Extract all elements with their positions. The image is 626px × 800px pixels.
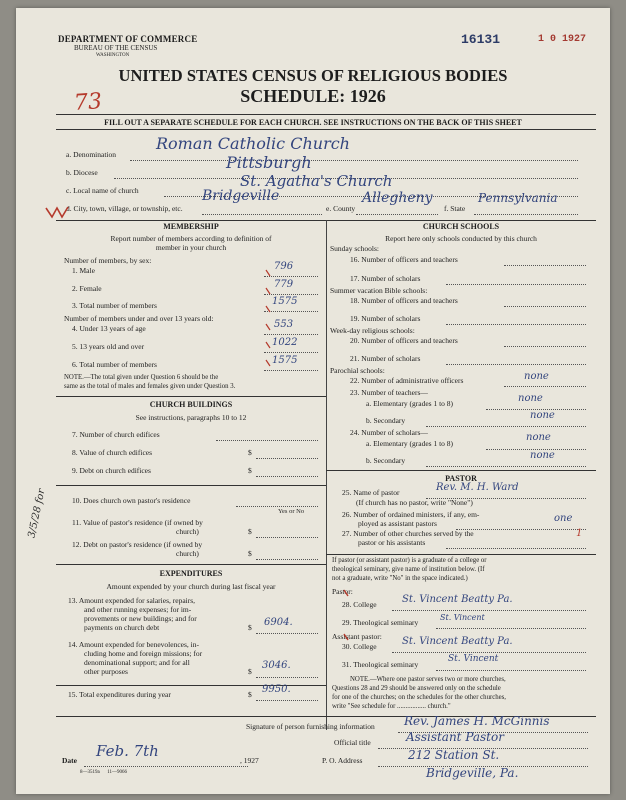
rule (56, 485, 326, 486)
city-label: WASHINGTON (96, 53, 130, 58)
dollar-sign: $ (248, 466, 252, 475)
q31-label: 31. Theological seminary (342, 660, 419, 669)
pastor-note-1: NOTE.—Where one pastor serves two or more churches, (350, 676, 506, 683)
q2-value: 779 (274, 279, 294, 290)
q15-value: 9950. (262, 684, 291, 695)
bureau-label: BUREAU OF THE CENSUS (74, 44, 158, 52)
parochial-label: Parochial schools: (330, 366, 385, 375)
sunday-label: Sunday schools: (330, 244, 379, 253)
rule (326, 470, 596, 471)
q1-value: 796 (274, 261, 294, 272)
buildings-intro: See instructions, paragraphs 10 to 12 (135, 413, 247, 422)
form-schedule: SCHEDULE: 1926 (240, 86, 386, 106)
rule (56, 129, 596, 130)
dotted-line (446, 548, 586, 549)
q9-label: 9. Debt on church edifices (72, 466, 151, 475)
q5-label: 5. 13 years old and over (72, 342, 145, 351)
q14-value: 3046. (262, 660, 291, 671)
dotted-line (392, 652, 586, 653)
denomination-value: Roman Catholic Church (156, 134, 350, 153)
form-number (80, 770, 127, 775)
form-title: UNITED STATES CENSUS OF RELIGIOUS BODIES (118, 66, 508, 85)
q2-label: 2. Female (72, 284, 102, 293)
state-label: f. State (444, 204, 466, 213)
graduate-note-1: If pastor (or assistant pastor) is a graduate of a college or (332, 557, 487, 564)
dollar-sign: $ (248, 549, 252, 558)
q24a-value: none (526, 432, 551, 443)
q13-label-1: 13. Amount expended for salaries, repairs, (68, 596, 196, 605)
red-check-marks-icon (342, 584, 356, 644)
q29-label: 29. Theological seminary (342, 618, 419, 627)
denomination-label: a. Denomination (66, 150, 116, 159)
department-label: DEPARTMENT OF COMMERCE (58, 34, 198, 44)
q12-label-2: church) (176, 549, 199, 558)
schools-intro: Report here only schools conducted by this church (385, 234, 537, 243)
q22-label: 22. Number of administrative officers (350, 376, 464, 385)
diocese-value: Pittsburgh (226, 153, 312, 172)
pastor-sublabel: Pastor: (332, 587, 353, 596)
q10-label: 10. Does church own pastor's residence (72, 496, 191, 505)
county-label: e. County (326, 204, 356, 213)
pastor-note-3: for one of the churches; on the schedules for the other churches, (332, 694, 507, 701)
margin-pencil-note: 3/5/28 for (26, 487, 48, 540)
dotted-line (504, 386, 586, 387)
dotted-line (236, 506, 318, 507)
local-name-value: St. Agatha's Church (240, 172, 393, 190)
dotted-line (474, 214, 578, 215)
membership-heading: MEMBERSHIP (163, 222, 219, 231)
graduate-note-3: not a graduate, write "No" in the space indicated.) (332, 575, 468, 582)
dotted-line (446, 364, 586, 365)
q25-label: 25. Name of pastor (342, 488, 400, 497)
q26-label-2: ployed as assistant pastors (358, 519, 437, 528)
dotted-line (504, 346, 586, 347)
q27-value: 1 (576, 528, 583, 539)
dollar-sign: $ (248, 448, 252, 457)
official-title-value: Assistant Pastor (406, 730, 504, 744)
dollar-sign: $ (248, 623, 252, 632)
rule (56, 396, 326, 397)
rule (326, 554, 596, 555)
q26-value: one (554, 513, 573, 524)
dotted-line (256, 476, 318, 477)
expenditures-heading: EXPENDITURES (159, 569, 223, 578)
signature-label: Signature of person furnishing information (246, 722, 375, 731)
buildings-heading: CHURCH BUILDINGS (149, 400, 233, 409)
form-number-2: 11—9066 (107, 770, 128, 775)
q4-label: 4. Under 13 years of age (72, 324, 146, 333)
age-intro-label: Number of members under and over 13 years old: (64, 314, 214, 323)
graduate-note-2: theological seminary, give name of institution below. (If (332, 566, 485, 573)
dollar-sign: $ (248, 690, 252, 699)
q14-label-2: cluding home and foreign missions; for (84, 649, 203, 658)
po-address-line-1: 212 Station St. (408, 748, 500, 762)
q13-label-2: and other running expenses; for im- (84, 605, 192, 614)
q23b-value: none (530, 410, 555, 421)
dotted-line (426, 426, 586, 427)
handwritten-number: 73 (73, 89, 103, 116)
q23a-value: none (518, 393, 543, 404)
pastor-note-4: write "See schedule for ................. church." (332, 703, 451, 710)
diocese-label: b. Diocese (66, 168, 98, 177)
q12-label-1: 12. Debt on pastor's residence (if owned by (72, 540, 203, 549)
dotted-line (436, 628, 586, 629)
q3-value: 1575 (272, 296, 298, 307)
dotted-line (356, 214, 438, 215)
state-value: Pennsylvania (478, 191, 558, 205)
dotted-line (130, 160, 578, 161)
dotted-line (256, 700, 318, 701)
q24-label: 24. Number of scholars— (350, 428, 428, 437)
dotted-line (446, 324, 586, 325)
q30-value: St. Vincent Beatty Pa. (402, 636, 513, 647)
schools-heading: CHURCH SCHOOLS (422, 222, 500, 231)
pastor-heading: PASTOR (445, 474, 477, 483)
q24b-label: b. Secondary (366, 456, 406, 465)
summer-label: Summer vacation Bible schools: (330, 286, 428, 295)
q21-label: 21. Number of scholars (350, 354, 421, 363)
q7-label: 7. Number of church edifices (72, 430, 160, 439)
official-title-label: Official title (334, 738, 371, 747)
dotted-line (264, 370, 318, 371)
dotted-line (256, 677, 318, 678)
q11-label-2: church) (176, 527, 199, 536)
expenditures-intro: Amount expended by your church during last fiscal year (106, 582, 276, 591)
received-stamp-number: 16131 (461, 32, 501, 47)
q22-value: none (524, 371, 549, 382)
q24a-label: a. Elementary (grades 1 to 8) (366, 439, 454, 448)
q25-value: Rev. M. H. Ward (436, 482, 519, 493)
q15-label: 15. Total expenditures during year (68, 690, 171, 699)
q5-value: 1022 (272, 337, 298, 348)
census-schedule-page (16, 8, 610, 794)
q6-label: 6. Total number of members (72, 360, 157, 369)
rule (56, 564, 326, 565)
city-label-field: d. City, town, village, or township, etc. (66, 204, 183, 213)
city-value: Bridgeville (202, 188, 280, 204)
q27-label-2: pastor or his assistants (358, 538, 426, 547)
q3-label: 3. Total number of members (72, 301, 157, 310)
by-sex-label: Number of members, by sex: (64, 256, 152, 265)
q28-value: St. Vincent Beatty Pa. (402, 594, 513, 605)
dotted-line (446, 284, 586, 285)
q20-label: 20. Number of officers and teachers (350, 336, 458, 345)
instruction-line: FILL OUT A SEPARATE SCHEDULE FOR EACH CHURCH. SEE INSTRUCTIONS ON THE BACK OF THIS SHEET (104, 118, 522, 127)
county-value: Allegheny (362, 190, 433, 206)
q6-value: 1575 (272, 355, 298, 366)
dotted-line (84, 766, 248, 767)
pastor-note-2: Questions 28 and 29 should be answered only on the schedule (332, 685, 501, 692)
q8-label: 8. Value of church edifices (72, 448, 153, 457)
dotted-line (426, 466, 586, 467)
red-tick-marks-icon (264, 268, 274, 368)
dotted-line (456, 529, 586, 530)
q23b-label: b. Secondary (366, 416, 406, 425)
date-year: , 1927 (240, 756, 259, 765)
q30-label: 30. College (342, 642, 377, 651)
q24b-value: none (530, 450, 555, 461)
po-address-line-2: Bridgeville, Pa. (426, 766, 519, 780)
q23-label: 23. Number of teachers— (350, 388, 428, 397)
dotted-line (202, 214, 322, 215)
q28-label: 28. College (342, 600, 377, 609)
red-check-mark-icon (44, 204, 74, 220)
dotted-line (256, 633, 318, 634)
dollar-sign: $ (248, 527, 252, 536)
q13-label-3: provements or new buildings; and for (84, 614, 197, 623)
dotted-line (504, 265, 586, 266)
form-number-1: 8—3519a (80, 770, 100, 775)
q13-label-4: payments on church debt (84, 623, 160, 632)
q14-label-4: other purposes (84, 667, 128, 676)
dotted-line (436, 670, 586, 671)
membership-note-1: NOTE.—The total given under Question 6 should be the (64, 374, 219, 381)
q14-label-3: denominational support; and for all (84, 658, 190, 667)
membership-note-2: same as the total of males and females given under Question 3. (64, 383, 236, 390)
membership-intro-1: Report number of members according to definition of (110, 234, 272, 243)
weekday-label: Week-day religious schools: (330, 326, 415, 335)
q16-label: 16. Number of officers and teachers (350, 255, 458, 264)
q18-label: 18. Number of officers and teachers (350, 296, 458, 305)
q17-label: 17. Number of scholars (350, 274, 421, 283)
q1-label: 1. Male (72, 266, 95, 275)
q23a-label: a. Elementary (grades 1 to 8) (366, 399, 454, 408)
date-value: Feb. 7th (96, 742, 159, 760)
po-address-label: P. O. Address (322, 756, 363, 765)
q26-label-1: 26. Number of ordained ministers, if any, em- (342, 510, 480, 519)
dotted-line (256, 458, 318, 459)
q11-label-1: 11. Value of pastor's residence (if owned by (72, 518, 203, 527)
dotted-line (256, 537, 318, 538)
q27-label-1: 27. Number of other churches served by the (342, 529, 474, 538)
signature-value: Rev. James H. McGinnis (404, 714, 550, 728)
yes-no-hint: Yes or No (278, 508, 305, 515)
q14-label-1: 14. Amount expended for benevolences, in- (68, 640, 200, 649)
dotted-line (256, 559, 318, 560)
assistant-sublabel: Assistant pastor: (332, 632, 382, 641)
local-name-label: c. Local name of church (66, 186, 139, 195)
rule (56, 114, 596, 115)
q4-value: 553 (274, 319, 294, 330)
q31-value: St. Vincent (448, 654, 499, 664)
q25-note: (If church has no pastor, write "None") (356, 498, 473, 507)
q13-value: 6904. (264, 617, 293, 628)
q19-label: 19. Number of scholars (350, 314, 421, 323)
date-label: Date (62, 756, 77, 765)
dotted-line (504, 306, 586, 307)
dotted-line (216, 440, 318, 441)
received-stamp-date: 1 0 1927 (538, 34, 587, 45)
dollar-sign: $ (248, 667, 252, 676)
dotted-line (392, 610, 586, 611)
q29-value: St. Vincent (440, 613, 485, 622)
membership-intro-2: member in your church (155, 243, 227, 252)
